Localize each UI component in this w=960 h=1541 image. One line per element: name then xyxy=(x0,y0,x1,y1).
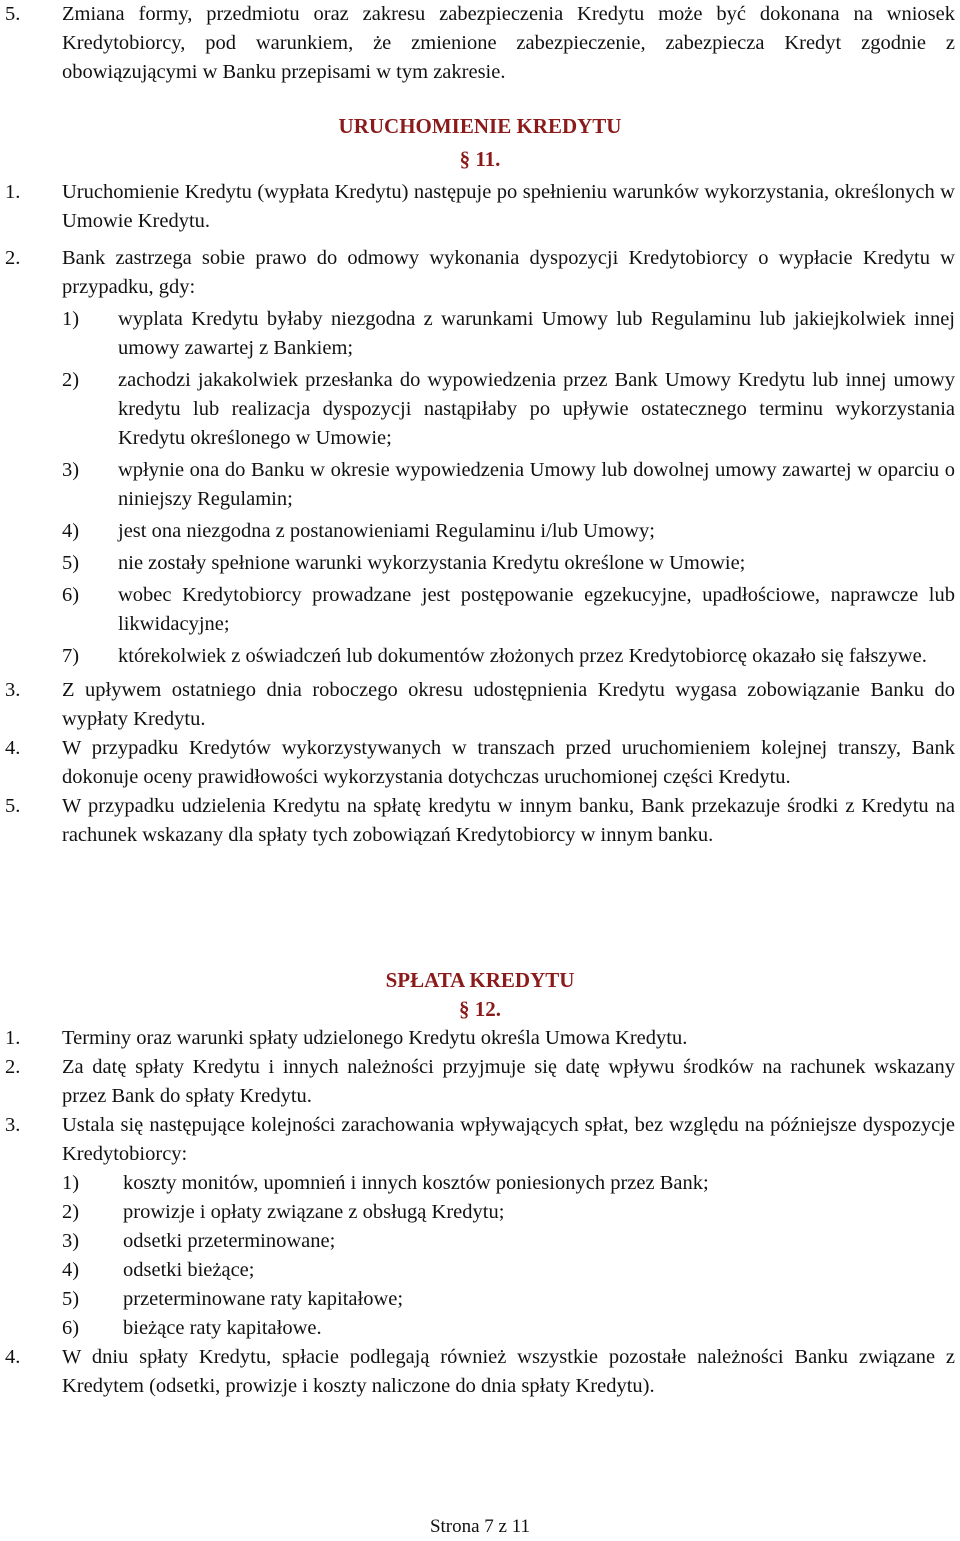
item-number: 4. xyxy=(5,737,21,759)
item-text: Terminy oraz warunki spłaty udzielonego Kredytu określa Umowa Kredytu. xyxy=(62,1027,688,1049)
item-number: 5. xyxy=(5,795,21,817)
item-text: Ustala się następujące kolejności zarachowania wpływających spłat, bez względu na późniejsze dyspozycje Kredytobiorcy: xyxy=(62,1114,955,1165)
sub-item-number: 5) xyxy=(62,1288,80,1310)
sub-list-item xyxy=(0,1227,960,1256)
sub-list-item xyxy=(0,305,960,363)
list-item xyxy=(0,1343,960,1401)
sub-list-item xyxy=(0,581,960,639)
section-11 xyxy=(0,112,960,850)
sub-item-text: zachodzi jakakolwiek przesłanka do wypowiedzenia przez Bank Umowy Kredytu lub innej umowy kredytu lub realizacja dyspozycji nastąpiłaby po upływie ostatecznego terminu wykorzystania Kredytu określonego w Umowie; xyxy=(118,369,955,449)
list-item xyxy=(0,734,960,792)
sub-item-number: 5) xyxy=(62,552,80,574)
item-number: 4. xyxy=(5,1346,21,1368)
item-number: 3. xyxy=(5,679,21,701)
section-heading: URUCHOMIENIE KREDYTU xyxy=(338,114,622,138)
sub-item-text: którekolwiek z oświadczeń lub dokumentów złożonych przez Kredytobiorcę okazało się fałszywe. xyxy=(118,645,927,667)
item-number: 3. xyxy=(5,1114,21,1136)
sub-item-number: 2) xyxy=(62,1201,80,1223)
sub-list-item xyxy=(0,549,960,578)
sub-item-number: 7) xyxy=(62,645,80,667)
sub-item-text: przeterminowane raty kapitałowe; xyxy=(123,1288,404,1310)
item-text: W przypadku udzielenia Kredytu na spłatę kredytu w innym banku, Bank przekazuje środki z Kredytu na rachunek wskazany dla spłaty tych zobowiązań Kredytobiorcy w innym banku. xyxy=(62,795,955,846)
sub-item-number: 4) xyxy=(62,1259,80,1281)
item-number: 1. xyxy=(5,181,21,203)
sub-list-item xyxy=(0,1314,960,1343)
sub-item-text: wpłynie ona do Banku w okresie wypowiedzenia Umowy lub dowolnej umowy zawartej w oparciu o niniejszy Regulamin; xyxy=(118,459,955,510)
section-12 xyxy=(0,966,960,1401)
sub-list-item xyxy=(0,642,960,671)
sub-item-number: 1) xyxy=(62,1172,80,1194)
sub-item-text: wobec Kredytobiorcy prowadzane jest postępowanie egzekucyjne, upadłościowe, naprawcze lub likwidacyjne; xyxy=(118,584,955,635)
item-text: Bank zastrzega sobie prawo do odmowy wykonania dyspozycji Kredytobiorcy o wypłacie Kredytu w przypadku, gdy: xyxy=(62,247,955,298)
intro-block xyxy=(0,0,960,87)
sub-item-text: prowizje i opłaty związane z obsługą Kredytu; xyxy=(123,1201,505,1223)
sub-item-number: 3) xyxy=(62,1230,80,1252)
list-item xyxy=(0,1024,960,1053)
item-text: Z upływem ostatniego dnia roboczego okresu udostępnienia Kredytu wygasa zobowiązanie Banku do wypłaty Kredytu. xyxy=(62,679,955,730)
item-text: Uruchomienie Kredytu (wypłata Kredytu) następuje po spełnieniu warunków wykorzystania, określonych w Umowie Kredytu. xyxy=(62,181,955,232)
sub-list-item xyxy=(0,1169,960,1198)
list-item xyxy=(0,676,960,734)
item-number: 1. xyxy=(5,1027,21,1049)
sub-item-number: 3) xyxy=(62,459,80,481)
sub-item-text: koszty monitów, upomnień i innych kosztów poniesionych przez Bank; xyxy=(123,1172,709,1194)
item-number: 2. xyxy=(5,1056,21,1078)
item-text: Za datę spłaty Kredytu i innych należności przyjmuje się datę wpływu środków na rachunek wskazany przez Bank do spłaty Kredytu. xyxy=(62,1056,955,1107)
sub-item-text: jest ona niezgodna z postanowieniami Regulaminu i/lub Umowy; xyxy=(118,520,655,542)
page-footer: Strona 7 z 11 xyxy=(429,1516,531,1537)
item-text: W dniu spłaty Kredytu, spłacie podlegają również wszystkie pozostałe należności Banku związane z Kredytem (odsetki, prowizje i koszty naliczone do dnia spłaty Kredytu). xyxy=(62,1346,955,1397)
sub-list-item xyxy=(0,517,960,546)
sub-item-number: 4) xyxy=(62,520,80,542)
sub-list-item xyxy=(0,366,960,453)
sub-item-number: 6) xyxy=(62,1317,80,1339)
section-paragraph-number: § 12. xyxy=(459,997,501,1021)
sub-list-item xyxy=(0,1198,960,1227)
list-item xyxy=(0,244,960,302)
item-number: 2. xyxy=(5,247,21,269)
section-heading: SPŁATA KREDYTU xyxy=(385,968,575,992)
sub-item-text: odsetki bieżące; xyxy=(123,1259,255,1281)
item-number: 5. xyxy=(5,3,21,25)
sub-item-number: 2) xyxy=(62,369,80,391)
sub-item-text: wyplata Kredytu byłaby niezgodna z warunkami Umowy lub Regulaminu lub jakiejkolwiek innej umowy zawartej z Bankiem; xyxy=(118,308,955,359)
list-item xyxy=(0,178,960,236)
sub-list-item xyxy=(0,1285,960,1314)
sub-list-item xyxy=(0,456,960,514)
sub-item-text: odsetki przeterminowane; xyxy=(123,1230,336,1252)
list-item xyxy=(0,0,960,87)
list-item xyxy=(0,1111,960,1169)
sub-list-item xyxy=(0,1256,960,1285)
sub-item-number: 1) xyxy=(62,308,80,330)
list-item xyxy=(0,1053,960,1111)
item-text: Zmiana formy, przedmiotu oraz zakresu zabezpieczenia Kredytu może być dokonana na wniosek Kredytobiorcy, pod warunkiem, że zmienione zabezpieczenie, zabezpiecza Kredyt zgodnie z obowiązującymi w Banku przepisami w tym zakresie. xyxy=(62,3,955,83)
sub-item-text: bieżące raty kapitałowe. xyxy=(123,1317,322,1339)
sub-item-number: 6) xyxy=(62,584,80,606)
sub-item-text: nie zostały spełnione warunki wykorzystania Kredytu określone w Umowie; xyxy=(118,552,746,574)
item-text: W przypadku Kredytów wykorzystywanych w transzach przed uruchomieniem kolejnej transzy, Bank dokonuje oceny prawidłowości wykorzystania dotychczas uruchomionej części Kredytu. xyxy=(62,737,955,788)
section-paragraph-number: § 11. xyxy=(459,147,501,171)
list-item xyxy=(0,792,960,850)
